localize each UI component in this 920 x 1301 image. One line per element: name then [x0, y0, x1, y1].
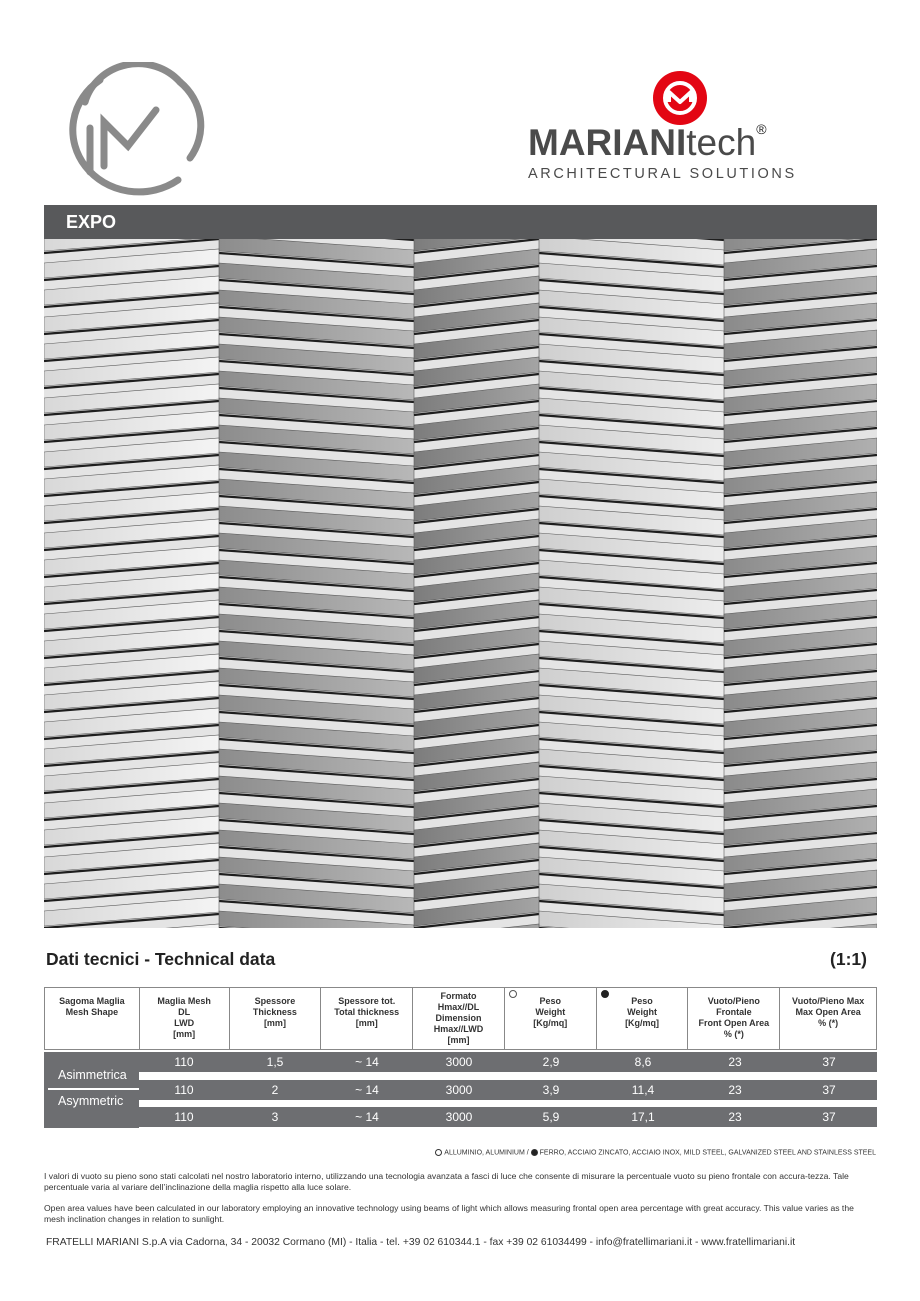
table-header: [44, 987, 877, 1050]
cell-front-open: 23: [728, 1055, 742, 1069]
brand-name-bold: MARIANI: [528, 122, 687, 163]
table-row: [139, 1080, 877, 1100]
brand-tagline: ARCHITECTURAL SOLUTIONS: [528, 166, 797, 182]
cell-total-thickness: ~ 14: [355, 1055, 379, 1069]
cell-total-thickness: ~ 14: [355, 1083, 379, 1097]
cell-front-open: 23: [728, 1110, 742, 1124]
brand-name-light: tech: [686, 122, 757, 163]
cell-thickness: 1,5: [266, 1055, 284, 1069]
legend-steel: FERRO, ACCIAIO ZINCATO, ACCIAIO INOX, MILD STEEL, GALVANIZED STEEL AND STAINLESS STEEL: [539, 1149, 876, 1157]
footer-contact: FRATELLI MARIANI S.p.A via Cadorna, 34 - 20032 Cormano (MI) - Italia - tel. +39 02 610344.1 - fax +39 02 61034499 - info@fratellimariani.it - www.fratellimariani.it: [46, 1237, 796, 1248]
product-title-bar: [44, 205, 877, 239]
aluminium-circle-icon: [435, 1149, 442, 1156]
brand-logo: [520, 66, 860, 186]
cell-mesh: 110: [174, 1110, 194, 1124]
legend-aluminium: ALLUMINIO, ALUMINIUM /: [444, 1149, 529, 1157]
steel-circle-icon: [601, 990, 609, 998]
cell-thickness: 3: [271, 1110, 279, 1124]
cell-max-open: 37: [822, 1110, 836, 1124]
header-mesh-shape: Sagoma Maglia Mesh Shape: [45, 988, 140, 1049]
cell-mesh: 110: [174, 1055, 194, 1069]
cell-weight-steel: 11,4: [631, 1083, 655, 1097]
table-body: [44, 1052, 877, 1128]
cell-format: 3000: [445, 1110, 473, 1124]
header-front-open-area: Vuoto/Pieno Frontale Front Open Area % (*): [688, 988, 780, 1049]
aluminium-circle-icon: [509, 990, 517, 998]
cell-mesh: 110: [174, 1083, 194, 1097]
registered-mark: ®: [756, 121, 767, 137]
cell-format: 3000: [445, 1083, 473, 1097]
header-weight-aluminium: Peso Weight [Kg/mq]: [505, 988, 597, 1049]
steel-circle-icon: [531, 1149, 538, 1156]
mesh-illustration: [44, 239, 877, 928]
note-english: Open area values have been calculated in our laboratory employing an innovative technology using beams of light which allows measuring frontal open area percentage with great accuracy. This value varies as the mesh inclination changes in relation to sunlight.: [44, 1203, 854, 1224]
shape-italian: Asimmetrica: [58, 1068, 127, 1082]
cell-total-thickness: ~ 14: [355, 1110, 379, 1124]
header-mesh: Maglia Mesh DL LWD [mm]: [140, 988, 230, 1049]
header-total-thickness: Spessore tot. Total thickness [mm]: [321, 988, 413, 1049]
scale-label: (1:1): [830, 949, 867, 969]
product-name: EXPO: [66, 212, 117, 232]
section-title: Dati tecnici - Technical data: [46, 949, 276, 969]
logo-outline-icon: [60, 62, 205, 197]
cell-weight-aluminium: 3,9: [542, 1083, 560, 1097]
note-italian: I valori di vuoto su pieno sono stati calcolati nel nostro laboratorio interno, utilizzando una tecnologia avanzata a fasci di luce che consente di misurare la percentuale vuoto su pieno frontale con accura-tezza. Tale percentuale varia al variare dell’inclinazione della maglia rispetto alla luce solare.: [44, 1171, 849, 1192]
cell-front-open: 23: [728, 1083, 742, 1097]
technical-data-table: [44, 987, 877, 1128]
cell-max-open: 37: [822, 1055, 836, 1069]
cell-weight-steel: 17,1: [631, 1110, 655, 1124]
header-thickness: Spessore Thickness [mm]: [230, 988, 322, 1049]
cell-thickness: 2: [271, 1083, 279, 1097]
table-row: [139, 1052, 877, 1072]
mesh-photo: [44, 239, 877, 928]
cell-format: 3000: [445, 1055, 473, 1069]
mariani-m-icon: [652, 70, 708, 126]
cell-weight-aluminium: 5,9: [542, 1110, 560, 1124]
header-max-open-area: Vuoto/Pieno Max Max Open Area % (*): [792, 996, 865, 1028]
brand-name: [528, 121, 767, 163]
header-dimension: Formato Hmax//DL Dimension Hmax//LWD [mm]: [413, 988, 505, 1049]
cell-max-open: 37: [822, 1083, 836, 1097]
header-weight-steel: Peso Weight [Kg/mq]: [597, 988, 689, 1049]
cell-weight-aluminium: 2,9: [542, 1055, 560, 1069]
table-row: [139, 1107, 877, 1127]
cell-weight-steel: 8,6: [634, 1055, 652, 1069]
material-legend: [435, 1149, 876, 1156]
shape-english: Asymmetric: [58, 1094, 124, 1108]
shape-cell: [44, 1052, 139, 1128]
